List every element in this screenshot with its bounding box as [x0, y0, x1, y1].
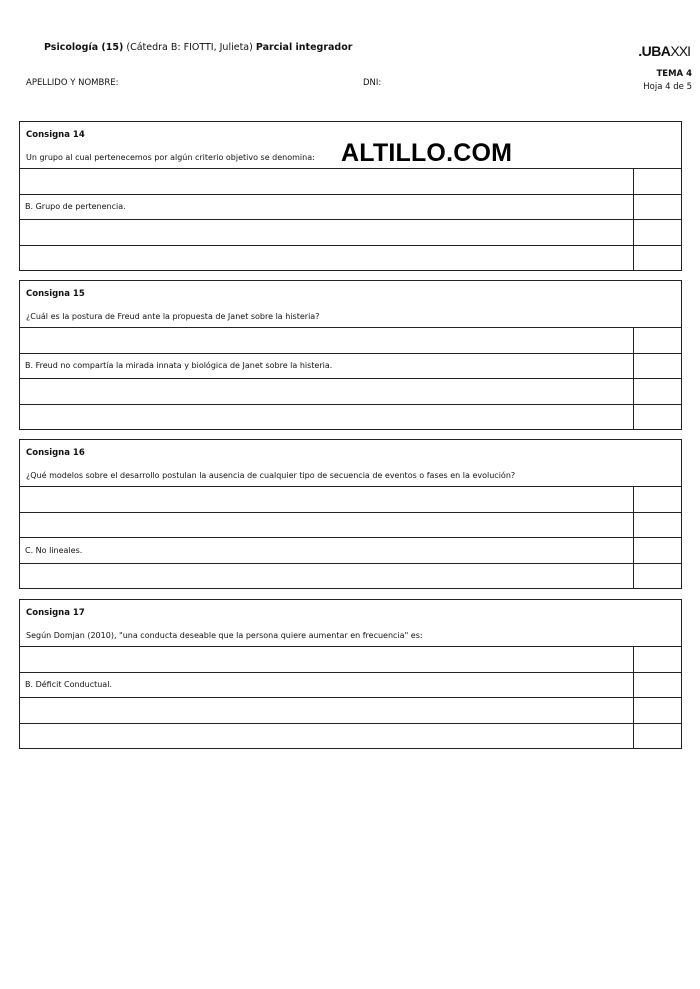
course-name: Psicología (15) — [44, 42, 124, 53]
answer-box — [634, 538, 681, 563]
answer-row — [20, 379, 681, 405]
course-header — [44, 42, 352, 53]
answer-box — [634, 195, 681, 220]
answer-text: B. Grupo de pertenencia. — [20, 195, 634, 220]
answer-box — [634, 220, 681, 245]
answer-text: C. No lineales. — [20, 538, 634, 563]
answer-row — [20, 647, 681, 673]
answer-text — [20, 564, 634, 589]
answer-row — [20, 405, 681, 430]
block-question: ¿Cuál es la postura de Freud ante la propuesta de Janet sobre la histeria? — [26, 312, 320, 321]
answer-box — [634, 673, 681, 698]
answer-box — [634, 724, 681, 749]
answer-text — [20, 169, 634, 194]
answer-box — [634, 354, 681, 379]
answer-box — [634, 405, 681, 430]
answer-row — [20, 724, 681, 750]
block-question: Un grupo al cual pertenecemos por algún criterio objetivo se denomina: — [26, 153, 315, 162]
answer-text — [20, 513, 634, 538]
block-title: Consigna 17 — [26, 608, 85, 618]
answer-row — [20, 538, 681, 564]
altillo-watermark: ALTILLO.COM — [341, 139, 513, 167]
answer-row — [20, 513, 681, 539]
answer-row — [20, 220, 681, 246]
answer-box — [634, 647, 681, 672]
block-consigna-17 — [19, 599, 682, 749]
exam-type: Parcial integrador — [255, 42, 353, 53]
answer-text: B. Freud no compartía la mirada innata y biológica de Janet sobre la histeria. — [20, 354, 634, 379]
block-consigna-15 — [19, 280, 682, 430]
answer-box — [634, 246, 681, 271]
answer-row — [20, 354, 681, 380]
answer-row — [20, 698, 681, 724]
block-consigna-16 — [19, 439, 682, 589]
answer-text: B. Déficit Conductual. — [20, 673, 634, 698]
block-title: Consigna 15 — [26, 289, 85, 299]
answer-box — [634, 328, 681, 353]
answer-box — [634, 169, 681, 194]
answer-row — [20, 487, 681, 513]
course-chair: (Cátedra B: FIOTTI, Julieta) — [126, 42, 253, 53]
block-header — [20, 600, 681, 647]
answer-text — [20, 487, 634, 512]
dni-label: DNI: — [363, 78, 382, 88]
block-header — [20, 440, 681, 487]
logo-main-text: .UBA — [638, 43, 671, 59]
answer-text — [20, 379, 634, 404]
block-title: Consigna 16 — [26, 448, 85, 458]
answer-box — [634, 698, 681, 723]
name-label: APELLIDO Y NOMBRE: — [26, 78, 119, 88]
block-header — [20, 281, 681, 328]
logo-suffix-text: XXI — [670, 43, 690, 59]
block-title: Consigna 14 — [26, 130, 85, 140]
page-counter: Hoja 4 de 5 — [643, 82, 692, 92]
answer-box — [634, 379, 681, 404]
answer-row — [20, 169, 681, 195]
answer-box — [634, 564, 681, 589]
answer-row — [20, 673, 681, 699]
answer-row — [20, 195, 681, 221]
answer-row — [20, 564, 681, 589]
answer-text — [20, 647, 634, 672]
answer-text — [20, 328, 634, 353]
answer-box — [634, 513, 681, 538]
answer-text — [20, 246, 634, 271]
answer-row — [20, 328, 681, 354]
answer-text — [20, 724, 634, 749]
block-question: ¿Qué modelos sobre el desarrollo postulan la ausencia de cualquier tipo de secuencia de eventos o fases en la evolución? — [26, 471, 516, 480]
tema-label: TEMA 4 — [656, 69, 692, 79]
block-question: Según Domjan (2010), "una conducta deseable que la persona quiere aumentar en frecuencia" es: — [26, 631, 423, 640]
answer-text — [20, 220, 634, 245]
answer-row — [20, 246, 681, 271]
answer-text — [20, 405, 634, 430]
answer-box — [634, 487, 681, 512]
uba-xxi-logo — [638, 43, 690, 59]
answer-text — [20, 698, 634, 723]
